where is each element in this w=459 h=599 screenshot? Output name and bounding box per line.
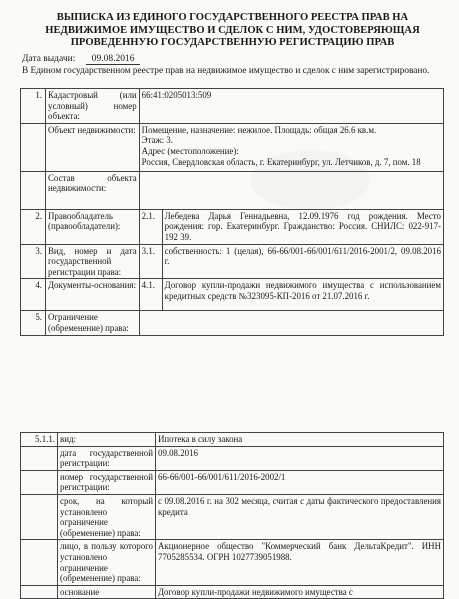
row-value <box>139 171 443 209</box>
row-label: Вид, номер и дата государственной регистрации права: <box>46 244 140 279</box>
row-label: Правообладатель (правообладатели): <box>46 209 140 244</box>
row-label: Объект недвижимости: <box>46 123 140 171</box>
object-line: Этаж: 3. <box>141 135 173 146</box>
encumbrance-value: с 09.08.2016 г. на 302 месяца, считая с даты фактического предоставления кредита <box>156 494 444 539</box>
encumbrance-label: номер государственной регистрации: <box>58 470 156 494</box>
document-title: ВЫПИСКА ИЗ ЕДИНОГО ГОСУДАРСТВЕННОГО РЕЕСТРА ПРАВ НА НЕДВИЖИМОЕ ИМУЩЕСТВО И СДЕЛОК С НИМ, УДОСТОВЕРЯЮЩАЯ ПРОВЕДЕННУЮ ГОСУДАРСТВЕННУЮ РЕГИСТРАЦИЮ ПРАВ <box>45 12 420 49</box>
encumbrance-label: вид: <box>58 433 156 447</box>
encumbrance-value: Ипотека в силу закона <box>156 433 444 447</box>
row-number: 5. <box>21 311 46 335</box>
object-line: Россия, Свердловская область, г. Екатеринбург, ул. Летчиков, д. 7, пом. 18 <box>141 156 421 167</box>
encumbrance-table <box>20 432 444 599</box>
row-subnumber: 4.1. <box>139 279 162 311</box>
row-value: Договор купли-продажи недвижимого имущества с использованием кредитных средств №323095-КП-2016 от 21.07.2016 г. <box>162 279 443 311</box>
table-row <box>21 244 444 279</box>
table-row <box>21 540 444 585</box>
row-value: собственность: 1 (целая), 66-66/001-66/001/611/2016-2001/2, 09.08.2016 г. <box>162 244 443 279</box>
row-value <box>139 311 443 335</box>
row-subnumber: 3.1. <box>139 244 162 279</box>
table-row <box>21 89 444 124</box>
table-row <box>21 209 444 244</box>
table-row <box>21 279 444 311</box>
row-number: 1. <box>21 89 46 124</box>
encumbrance-label: дата государственной регистрации: <box>58 446 156 470</box>
encumbrance-label: основание <box>58 585 156 599</box>
row-label: Состав объекта недвижимости: <box>46 171 140 209</box>
main-table <box>20 88 444 336</box>
encumbrance-value: 09.08.2016 <box>156 446 444 470</box>
table-row <box>21 494 444 539</box>
row-number: 2. <box>21 209 46 244</box>
encumbrance-label: срок, на который установлено ограничение (обременение) права: <box>58 494 156 539</box>
table-row <box>21 123 444 171</box>
encumbrance-value: Акционерное общество "Коммерческий банк ДельтаКредит". ИНН 7705285534. ОГРН 1027739051988. <box>156 540 444 585</box>
table-row <box>21 433 444 447</box>
encumbrance-label: лицо, в пользу которого установлено ограничение (обременение) права: <box>58 540 156 585</box>
row-number: 3. <box>21 244 46 279</box>
table-row <box>21 446 444 470</box>
issue-date-label: Дата выдачи: <box>22 54 76 64</box>
row-label: Ограничение (обременение) права: <box>46 311 140 335</box>
table-row <box>21 585 444 599</box>
encumbrance-number: 5.1.1. <box>21 433 58 447</box>
table-row <box>21 171 444 209</box>
row-number: 4. <box>21 279 46 311</box>
row-value <box>139 123 443 171</box>
object-line: Помещение, назначение: нежилое. Площадь: общая 26.6 кв.м. <box>141 124 377 135</box>
intro-paragraph: В Едином государственном реестре прав на недвижимое имущество и сделок с ним зарегистрировано. <box>22 66 430 76</box>
row-value: Лебедева Дарья Геннадьевна, 12.09.1976 год рождения. Место рождения: гор. Екатеринбург. Гражданство: Россия. СНИЛС: 022-917-192 39. <box>162 209 443 244</box>
row-value: 66:41:0205013:509 <box>139 89 443 124</box>
encumbrance-value: Договор купли-продажи недвижимого имущества с <box>156 585 444 599</box>
issue-date-line <box>22 54 140 65</box>
encumbrance-value: 66-66/001-66/001/611/2016-2002/1 <box>156 470 444 494</box>
table-row <box>21 311 444 335</box>
row-subnumber: 2.1. <box>139 209 162 244</box>
row-label: Кадастровый (или условный) номер объекта: <box>46 89 140 124</box>
row-label: Документы-основания: <box>46 279 140 311</box>
issue-date-value: 09.08.2016 <box>86 54 141 65</box>
object-line: Адрес (местоположение): <box>141 145 239 156</box>
table-row <box>21 470 444 494</box>
